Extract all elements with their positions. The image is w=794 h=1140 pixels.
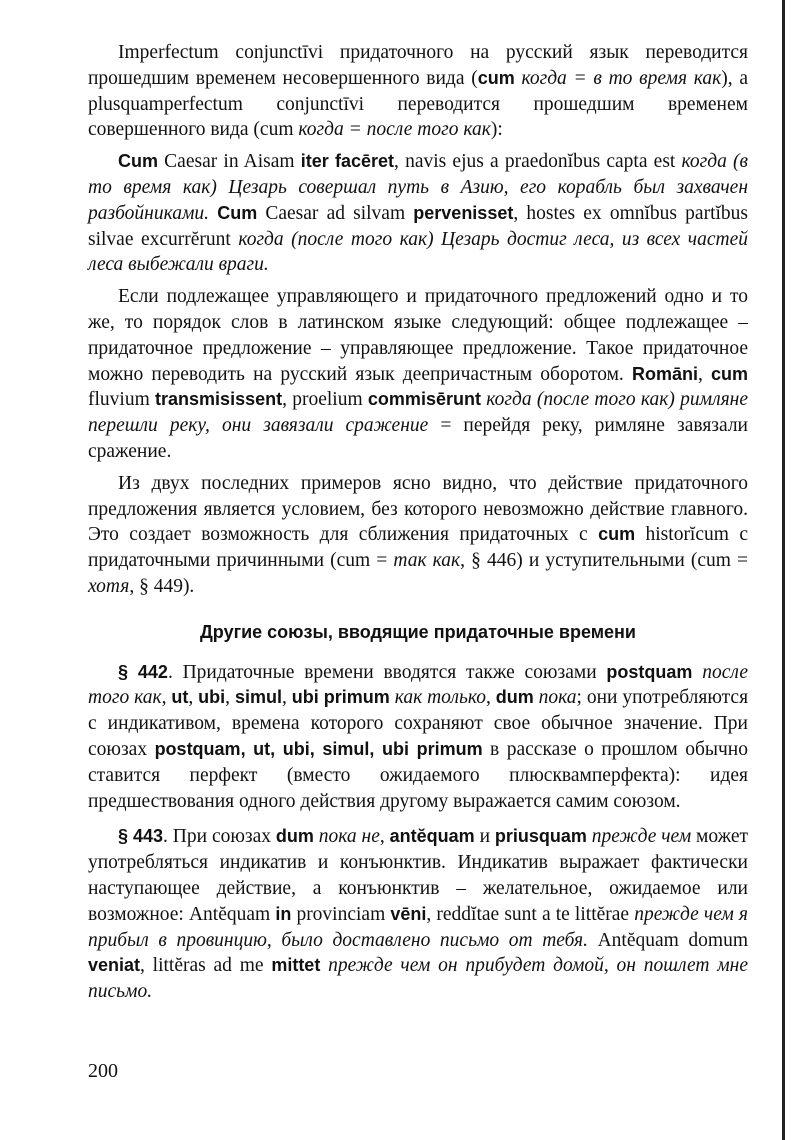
text-run: , <box>697 363 711 385</box>
translation: когда (в то время как) Цезарь совершал путь в Азию, его корабль был захвачен разбойниками. <box>88 151 749 224</box>
latin-term: priusquam <box>494 826 587 847</box>
text-run: , § 446) и уступительными (cum = <box>460 550 748 572</box>
text-run: = перейдя реку, римляне завязали сражение. <box>88 415 748 462</box>
latin-term: cum <box>711 363 749 384</box>
latin-term: Romāni <box>631 363 698 384</box>
text-run: , <box>161 687 172 709</box>
latin-term: cum <box>477 67 515 88</box>
translation: как только <box>394 687 486 709</box>
latin-term: commisērunt <box>367 389 481 410</box>
text-run: в рассказе о прошлом обычно ставится перфект (вместо ожидаемого плюсквамперфекта): идея предшествования одного действия другому выражается самим союзом. <box>88 738 748 812</box>
translation: хотя <box>88 575 130 597</box>
translation: когда = в то время как <box>521 67 722 89</box>
text-run: . При союзах <box>163 826 276 848</box>
translation: прежде чем он прибудет домой, он пошлет мне письмо. <box>88 955 748 1003</box>
section-number: § 442 <box>118 661 168 682</box>
text-run: Caesar ad silvam <box>257 202 414 224</box>
latin-term: cum <box>598 524 636 545</box>
latin-term: transmisissent <box>155 389 283 410</box>
text-run <box>692 662 702 683</box>
latin-term: facēret <box>334 151 395 172</box>
translation: пока не <box>318 826 380 848</box>
text-run: , proelium <box>282 389 368 411</box>
latin-term: Cum <box>217 202 258 223</box>
latin-term: veniat <box>88 955 141 976</box>
latin-term: antĕquam <box>389 826 475 847</box>
latin-term: Cum <box>118 151 158 172</box>
page-edge-line <box>782 0 785 1140</box>
latin-term: pervenisset <box>413 202 514 223</box>
translation: пока <box>538 687 577 709</box>
translation: прежде чем я прибыл в провинцию, было доставлено письмо от тебя. <box>88 903 748 951</box>
latin-term: mittet <box>271 955 321 976</box>
text-run: Из двух последних примеров ясно видно, что действие придаточного предложения является условием, без которого невозможно действие главного. Это создает возможность для сближения придаточных с <box>88 472 748 546</box>
latin-term: simul <box>234 687 282 708</box>
text-run <box>320 955 328 976</box>
section-number: § 443 <box>118 826 164 847</box>
text-run: , navis ejus a praedonĭbus capta est <box>394 151 682 173</box>
text-run: Caesar in Aisam <box>158 151 301 173</box>
text-run: ; они употребляются с индикативом, времена которого сохраняют свое обычное значение. При союзах <box>88 687 749 760</box>
text-run: , hostes ex omnĭbus partĭbus silvae excurrĕrunt <box>88 202 748 250</box>
latin-term: dum <box>495 687 534 708</box>
text-run: , <box>188 687 199 709</box>
section-443 <box>88 824 748 1005</box>
text-run: Если подлежащее управляющего и придаточного предложений одно и то же, то порядок слов в латинском языке следующий: общее подлежащее – придаточное предложение – управляющее предложение. Такое придаточное можно переводить на русский язык деепричастным оборотом. <box>88 286 748 385</box>
text-run: , § 449). <box>129 575 195 597</box>
latin-term: ubi primum <box>291 687 390 708</box>
paragraph-conclusion <box>88 471 748 600</box>
latin-term: iter <box>300 151 329 172</box>
translation: после того как <box>88 661 749 709</box>
translation: когда (после того как) Цезарь достиг леса, из всех частей леса выбежали враги. <box>88 228 748 276</box>
latin-term: in <box>275 903 292 924</box>
translation: когда (после того как) римляне перешли реку, они завязали сражение <box>88 389 749 437</box>
translation: прежде чем <box>591 826 692 848</box>
text-run: . Придаточные времени вводятся также союзами <box>167 661 607 683</box>
page-number: 200 <box>88 1060 118 1082</box>
latin-term: ut <box>171 687 189 708</box>
text-run: может употребляться индикатив и конъюнктив. Индикатив выражает фактически наступающее действие, а конъюнктив – желательное, ожидаемое или возможное: Antĕquam <box>88 826 749 925</box>
page-text <box>88 40 748 1005</box>
text-run: provinciam <box>291 903 391 925</box>
latin-term: ubi <box>198 687 226 708</box>
text-run: , littĕras ad me <box>140 955 272 977</box>
section-heading: Другие союзы, вводящие придаточные времени <box>199 621 636 642</box>
text-run: ), а plusquamperfectum conjunctīvi переводится прошедшим временем совершенного вида (cum <box>88 67 748 141</box>
text-run: fluvium <box>88 389 156 411</box>
latin-term: vēni <box>390 903 427 924</box>
text-run: , <box>225 687 235 709</box>
text-run <box>209 203 217 224</box>
paragraph-caesar-examples <box>88 149 748 278</box>
text-run: Imperfectum conjunctīvi придаточного на русский язык переводится прошедшим временем несовершенного вида ( <box>88 42 748 89</box>
text-run: Antĕquam domum <box>587 929 748 951</box>
paragraph-imperfectum <box>88 40 748 143</box>
text-run: , <box>379 826 390 848</box>
translation: так как <box>393 550 461 572</box>
latin-term: postquam, ut, ubi, simul, ubi primum <box>154 738 483 759</box>
text-run: , <box>485 687 496 709</box>
text-run: , reddĭtae sunt a te littĕrae <box>426 903 635 925</box>
text-run: и <box>474 826 495 848</box>
latin-term: dum <box>275 826 314 847</box>
text-run: ): <box>490 119 503 141</box>
text-run: , <box>281 687 292 709</box>
text-run: historĭcum с придаточными причинными (cum = <box>88 524 748 572</box>
section-442 <box>88 660 748 815</box>
paragraph-word-order <box>88 284 748 465</box>
translation: когда = после того как <box>298 119 491 141</box>
latin-term: postquam <box>606 661 693 682</box>
